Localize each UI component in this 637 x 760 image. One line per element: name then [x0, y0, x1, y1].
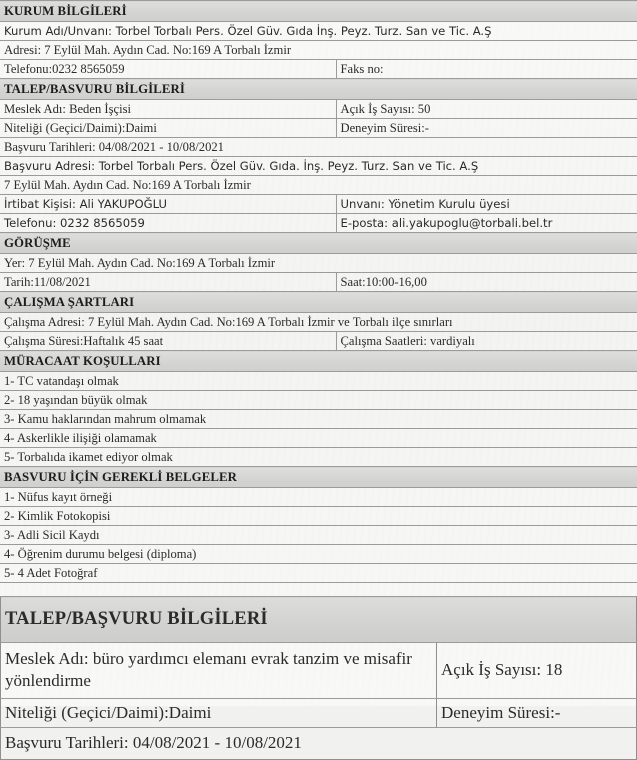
section-header-basvuru-icin-gerekli-belgeler: BASVURU İÇİN GEREKLİ BELGELER [0, 467, 637, 488]
table-row [0, 391, 637, 410]
calisma-sartlari-row-1-label: Çalışma Süresi:Haftalık 45 saat [0, 332, 336, 351]
talep-basvuru-bilgileri-row-0-label: Meslek Adı: Beden İşçisi [0, 100, 336, 119]
table-row [0, 507, 637, 526]
section-header-row [0, 233, 637, 254]
section-header-row [0, 467, 637, 488]
talep-basvuru-bilgileri-2-row-1-label: Niteliği (Geçici/Daimi):Daimi [1, 699, 437, 728]
talep-basvuru-bilgileri-row-0-value: Açık İş Sayısı: 50 [336, 100, 637, 119]
section-header-talep-basvuru-bilgileri: TALEP/BASVURU BİLGİLERİ [0, 79, 637, 100]
section-header-row [1, 597, 637, 643]
table-row [1, 643, 637, 699]
table-row [0, 564, 637, 583]
table-row [0, 429, 637, 448]
basvuru-icin-gerekli-belgeler-row-1-text: 2- Kimlik Fotokopisi [0, 507, 637, 526]
muracaat-kosullari-row-2-text: 3- Kamu haklarından mahrum olmamak [0, 410, 637, 429]
table-row [1, 699, 637, 728]
table-row [0, 313, 637, 332]
calisma-sartlari-row-1-value: Çalışma Saatleri: vardiyalı [336, 332, 637, 351]
gorusme-row-1-label: Tarih:11/08/2021 [0, 273, 336, 292]
section-header-kurum-bilgileri: KURUM BİLGİLERİ [0, 1, 637, 22]
talep-basvuru-bilgileri-row-3-text: Başvuru Adresi: Torbel Torbalı Pers. Özel Güv. Gıda. İnş. Peyz. Turz. San ve Tic. A.Ş [0, 157, 637, 176]
table-row [0, 410, 637, 429]
talep-basvuru-bilgileri-2-row-2-text: Başvuru Tarihleri: 04/08/2021 - 10/08/2021 [1, 728, 637, 760]
table-row [0, 195, 637, 214]
top-table-body [0, 1, 637, 583]
table-row [0, 545, 637, 564]
section-header-row [0, 292, 637, 313]
section-header-gorusme: GÖRÜŞME [0, 233, 637, 254]
section-header-muracaat-kosullari: MÜRACAAT KOŞULLARI [0, 351, 637, 372]
table-row [0, 273, 637, 292]
table-row [0, 157, 637, 176]
muracaat-kosullari-row-1-text: 2- 18 yaşından büyük olmak [0, 391, 637, 410]
talep-basvuru-bilgileri-row-5-value: Unvanı: Yönetim Kurulu üyesi [336, 195, 637, 214]
section-header-row [0, 351, 637, 372]
talep-basvuru-bilgileri-row-1-label: Niteliği (Geçici/Daimi):Daimi [0, 119, 336, 138]
table-row [0, 214, 637, 233]
talep-basvuru-bilgileri-table-2 [0, 596, 637, 760]
table-row [0, 254, 637, 273]
table-row [0, 526, 637, 545]
table-row [0, 332, 637, 351]
kurum-bilgileri-row-0-text: Kurum Adı/Unvanı: Torbel Torbalı Pers. Özel Güv. Gıda İnş. Peyz. Turz. San ve Tic. A.Ş [0, 22, 637, 41]
talep-basvuru-bilgileri-row-4-text: 7 Eylül Mah. Aydın Cad. No:169 A Torbalı İzmir [0, 176, 637, 195]
talep-basvuru-bilgileri-row-2-text: Başvuru Tarihleri: 04/08/2021 - 10/08/2021 [0, 138, 637, 157]
table-row [0, 176, 637, 195]
kurum-bilgileri-row-1-text: Adresi: 7 Eylül Mah. Aydın Cad. No:169 A Torbalı İzmir [0, 41, 637, 60]
section-header-talep-basvuru-bilgileri-2: TALEP/BAŞVURU BİLGİLERİ [1, 597, 637, 643]
talep-basvuru-bilgileri-row-6-label: Telefonu: 0232 8565059 [0, 214, 336, 233]
kurum-bilgileri-row-2-label: Telefonu:0232 8565059 [0, 60, 336, 79]
section-header-row [0, 79, 637, 100]
talep-basvuru-bilgileri-row-5-label: İrtibat Kişisi: Ali YAKUPOĞLU [0, 195, 336, 214]
table-separator-gap [0, 583, 637, 596]
table-row [0, 60, 637, 79]
table-row [0, 119, 637, 138]
calisma-sartlari-row-0-text: Çalışma Adresi: 7 Eylül Mah. Aydın Cad. No:169 A Torbalı İzmir ve Torbalı ilçe sınırları [0, 313, 637, 332]
muracaat-kosullari-row-4-text: 5- Torbalıda ikamet ediyor olmak [0, 448, 637, 467]
gorusme-row-0-text: Yer: 7 Eylül Mah. Aydın Cad. No:169 A Torbalı İzmir [0, 254, 637, 273]
gorusme-row-1-value: Saat:10:00-16,00 [336, 273, 637, 292]
talep-basvuru-bilgileri-2-row-1-value: Deneyim Süresi:- [437, 699, 637, 728]
basvuru-icin-gerekli-belgeler-row-3-text: 4- Öğrenim durumu belgesi (diploma) [0, 545, 637, 564]
table-row [1, 728, 637, 760]
basvuru-icin-gerekli-belgeler-row-0-text: 1- Nüfus kayıt örneği [0, 488, 637, 507]
section-header-calisma-sartlari: ÇALIŞMA ŞARTLARI [0, 292, 637, 313]
muracaat-kosullari-row-3-text: 4- Askerlikle ilişiği olamamak [0, 429, 637, 448]
table-row [0, 41, 637, 60]
table-row [0, 100, 637, 119]
talep-basvuru-bilgileri-row-1-value: Deneyim Süresi:- [336, 119, 637, 138]
basvuru-icin-gerekli-belgeler-row-4-text: 5- 4 Adet Fotoğraf [0, 564, 637, 583]
talep-basvuru-bilgileri-2-row-0-label: Meslek Adı: büro yardımcı elemanı evrak tanzim ve misafir yönlendirme [1, 643, 437, 699]
table-row [0, 22, 637, 41]
table-row [0, 372, 637, 391]
table-row [0, 448, 637, 467]
bottom-table-body [1, 597, 637, 760]
muracaat-kosullari-row-0-text: 1- TC vatandaşı olmak [0, 372, 637, 391]
section-header-row [0, 1, 637, 22]
talep-basvuru-bilgileri-row-6-value: E-posta: ali.yakupoglu@torbali.bel.tr [336, 214, 637, 233]
kurum-bilgileri-row-2-value: Faks no: [336, 60, 637, 79]
table-row [0, 138, 637, 157]
talep-basvuru-bilgileri-2-row-0-value: Açık İş Sayısı: 18 [437, 643, 637, 699]
table-row [0, 488, 637, 507]
basvuru-icin-gerekli-belgeler-row-2-text: 3- Adli Sicil Kaydı [0, 526, 637, 545]
